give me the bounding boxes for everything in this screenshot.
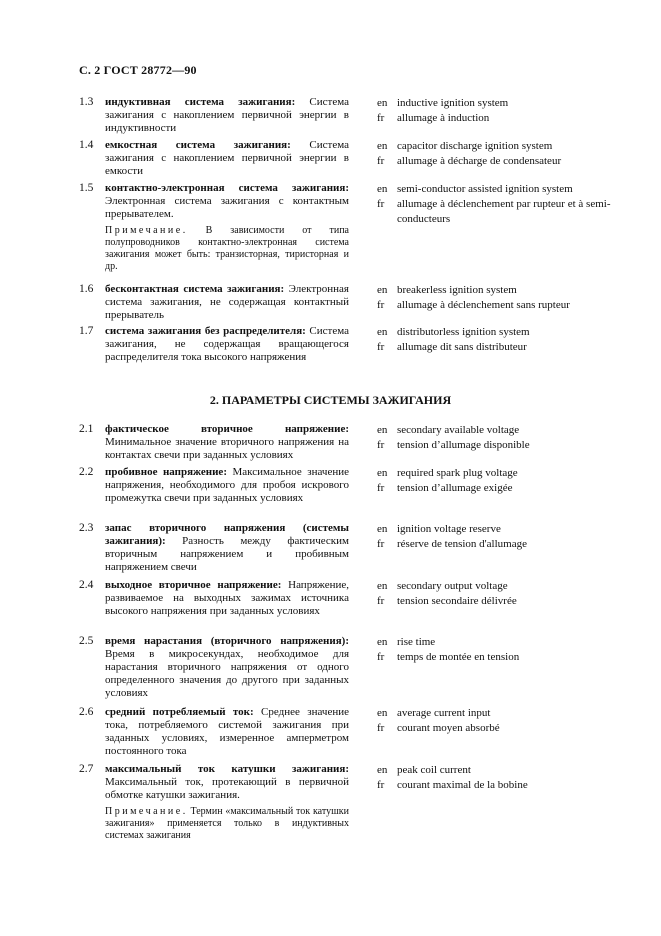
translations: en average current input fr courant moyen absorbé — [377, 706, 657, 736]
definition-text: Электронная система зажигания, не содержащая контактный прерыватель — [105, 283, 349, 321]
translation-en: average current input — [397, 707, 491, 719]
definition-text: Максимальное значение напряжения, необходимого для пробоя искрового промежутка свечи при заданных условиях — [105, 466, 349, 504]
translations: en peak coil current fr courant maximal de la bobine — [377, 763, 657, 793]
term-definition — [105, 139, 349, 178]
term-name: фактическое вторичное напряжение: — [105, 423, 349, 435]
translations: en rise time fr temps de montée en tension — [377, 635, 657, 665]
translation-en: capacitor discharge ignition system — [397, 140, 553, 152]
translations: en inductive ignition system fr allumage à induction — [377, 96, 657, 126]
translation-fr: allumage à déclenchement par rupteur et à semi-conducteurs — [397, 198, 611, 225]
term-number: 2.4 — [79, 579, 94, 591]
definition-text: Разность между фактическим вторичным напряжением и пробивным напряжением свечи — [105, 535, 349, 573]
term-number: 1.6 — [79, 283, 94, 295]
translation-fr: tension d’allumage exigée — [397, 482, 513, 494]
term-definition — [105, 423, 349, 462]
term-definition — [105, 763, 349, 842]
translations: en semi-conductor assisted ignition system fr allumage à déclenchement par rupteur et à semi-conducteurs — [377, 182, 657, 227]
definition-text: Среднее значение тока, потребляемого системой зажигания при заданных условиях, измеренное амперметром постоянного тока — [105, 706, 349, 757]
definition-text: Система зажигания с накоплением первичной энергии в емкости — [105, 139, 349, 177]
translation-en: distributorless ignition system — [397, 326, 530, 338]
translation-en: breakerless ignition system — [397, 284, 517, 296]
page-header: С. 2 ГОСТ 28772—90 — [79, 63, 197, 77]
definition-text: Система зажигания с накоплением первичной энергии в индуктивности — [105, 96, 349, 134]
translations: en ignition voltage reserve fr réserve de tension d'allumage — [377, 522, 657, 552]
translation-en: secondary output voltage — [397, 580, 508, 592]
translation-en: ignition voltage reserve — [397, 523, 501, 535]
translations: en required spark plug voltage fr tension d’allumage exigée — [377, 466, 657, 496]
term-name: система зажигания без распределителя: — [105, 325, 306, 337]
translation-en: rise time — [397, 636, 436, 648]
term-number: 2.6 — [79, 706, 94, 718]
definition-text: Минимальное значение вторичного напряжения на контактах свечи при заданных условиях — [105, 436, 349, 461]
translation-en: secondary available voltage — [397, 424, 520, 436]
term-name: контактно-электронная система зажигания: — [105, 182, 349, 194]
translations: en secondary output voltage fr tension secondaire délivrée — [377, 579, 657, 609]
translation-fr: tension d’allumage disponible — [397, 439, 530, 451]
term-definition — [105, 182, 349, 273]
term-number: 1.3 — [79, 96, 94, 108]
term-name: бесконтактная система зажигания: — [105, 283, 285, 295]
translation-en: semi-conductor assisted ignition system — [397, 183, 573, 195]
term-number: 2.3 — [79, 522, 94, 534]
term-name: емкостная система зажигания: — [105, 139, 291, 151]
term-definition — [105, 706, 349, 758]
term-definition — [105, 96, 349, 135]
translations: en secondary available voltage fr tension d’allumage disponible — [377, 423, 657, 453]
translation-en: peak coil current — [397, 764, 471, 776]
term-definition — [105, 466, 349, 505]
term-name: выходное вторичное напряжение: — [105, 579, 282, 591]
term-definition — [105, 579, 349, 618]
term-definition — [105, 522, 349, 574]
translation-en: required spark plug voltage — [397, 467, 518, 479]
term-number: 2.2 — [79, 466, 94, 478]
term-name: пробивное напряжение: — [105, 466, 227, 478]
term-number: 1.5 — [79, 182, 94, 194]
definition-text: Электронная система зажигания с контактным прерывателем. — [105, 195, 349, 220]
definition-text: Система зажигания, не содержащая вращающегося распределителя тока высокого напряжения — [105, 325, 349, 363]
translation-fr: temps de montée en tension — [397, 651, 520, 663]
note-label: Примечание. — [105, 225, 188, 236]
term-number: 2.7 — [79, 763, 94, 775]
definition-text: Время в микросекундах, необходимое для нарастания вторичного напряжения от одного определенного значения до другого при заданных условиях — [105, 648, 349, 699]
term-definition — [105, 283, 349, 322]
translation-en: inductive ignition system — [397, 97, 509, 109]
term-number: 1.4 — [79, 139, 94, 151]
translation-fr: allumage dit sans distributeur — [397, 341, 527, 353]
term-number: 2.5 — [79, 635, 94, 647]
term-name: средний потребляемый ток: — [105, 706, 254, 718]
term-definition — [105, 325, 349, 364]
definition-text: Напряжение, развиваемое на выходных зажимах источника высокого напряжения при заданных условиях — [105, 579, 349, 617]
term-definition — [105, 635, 349, 700]
note-text: Термин «максимальный ток катушки зажигания» применяется только в индуктивных системах зажигания — [105, 806, 349, 841]
translations: en distributorless ignition system fr allumage dit sans distributeur — [377, 325, 657, 355]
term-number: 1.7 — [79, 325, 94, 337]
term-name: запас вторичного напряжения (системы зажигания): — [105, 522, 349, 547]
translation-fr: réserve de tension d'allumage — [397, 538, 527, 550]
translation-fr: courant maximal de la bobine — [397, 779, 528, 791]
note — [105, 806, 349, 842]
definition-text: Максимальный ток, протекающий в первичной обмотке катушки зажигания. — [105, 776, 349, 801]
term-number: 2.1 — [79, 423, 94, 435]
section-title: 2. ПАРАМЕТРЫ СИСТЕМЫ ЗАЖИГАНИЯ — [209, 393, 452, 407]
note — [105, 225, 349, 273]
translation-fr: courant moyen absorbé — [397, 722, 500, 734]
term-name: максимальный ток катушки зажигания: — [105, 763, 349, 775]
term-name: индуктивная система зажигания: — [105, 96, 296, 108]
term-name: время нарастания (вторичного напряжения): — [105, 635, 349, 647]
translation-fr: allumage à déclenchement sans rupteur — [397, 299, 570, 311]
translation-fr: allumage à induction — [397, 112, 490, 124]
translation-fr: allumage à décharge de condensateur — [397, 155, 562, 167]
translation-fr: tension secondaire délivrée — [397, 595, 517, 607]
note-label: Примечание. — [105, 806, 188, 817]
translations: en capacitor discharge ignition system fr allumage à décharge de condensateur — [377, 139, 657, 169]
note-text: В зависимости от типа полупроводников контактно-электронная система зажигания может быть: транзисторная, тиристорная и др. — [105, 225, 349, 272]
translations: en breakerless ignition system fr allumage à déclenchement sans rupteur — [377, 283, 657, 313]
